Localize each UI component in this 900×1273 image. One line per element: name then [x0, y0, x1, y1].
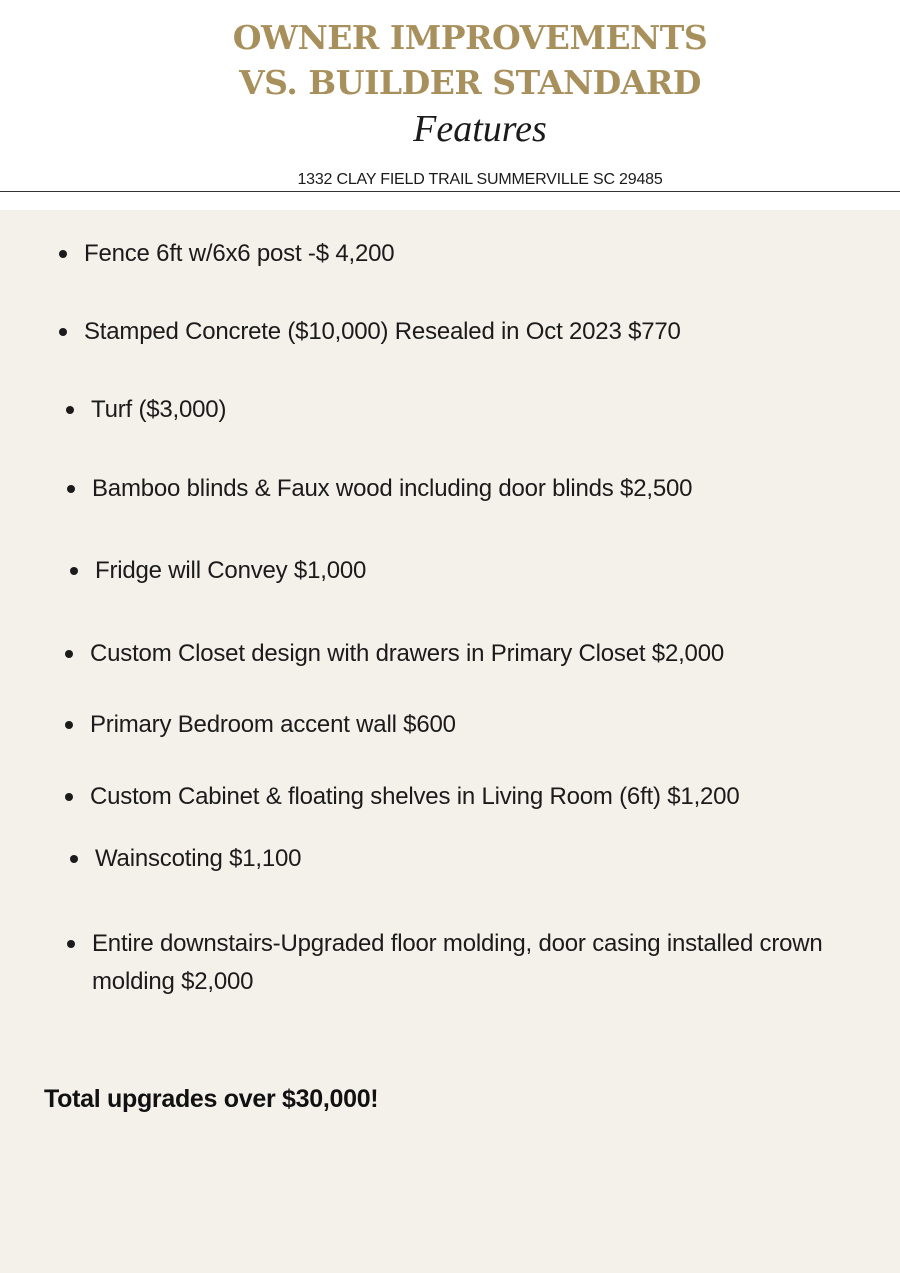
- feature-item: [92, 470, 692, 508]
- bullet-icon: [65, 793, 73, 801]
- bullet-icon: [65, 650, 73, 658]
- bullet-icon: [59, 328, 67, 336]
- feature-item: [90, 635, 724, 673]
- bullet-icon: [70, 567, 78, 575]
- feature-item: [90, 778, 739, 816]
- feature-item: [95, 552, 366, 590]
- feature-item: [90, 706, 456, 744]
- feature-text: Stamped Concrete ($10,000) Resealed in Oct 2023 $770: [84, 318, 681, 345]
- bullet-icon: [59, 250, 67, 258]
- bullet-icon: [66, 406, 74, 414]
- feature-text: Primary Bedroom accent wall $600: [90, 711, 456, 738]
- feature-text: Custom Closet design with drawers in Primary Closet $2,000: [90, 640, 724, 667]
- bullet-icon: [70, 855, 78, 863]
- feature-text: Fridge will Convey $1,000: [95, 557, 367, 584]
- property-address: 1332 CLAY FIELD TRAIL SUMMERVILLE SC 29485: [297, 171, 663, 188]
- feature-item: [84, 313, 681, 351]
- title-line-1: OWNER IMPROVEMENTS: [232, 18, 708, 57]
- bullet-icon: [67, 485, 75, 493]
- header-divider: [0, 191, 900, 192]
- feature-text: Custom Cabinet & floating shelves in Living Room (6ft) $1,200: [90, 783, 740, 810]
- bullet-icon: [65, 721, 73, 729]
- title-line-2: VS. BUILDER STANDARD: [239, 63, 701, 102]
- bullet-icon: [67, 940, 75, 948]
- feature-item: [91, 391, 226, 429]
- total-upgrades: Total upgrades over $30,000!: [44, 1085, 379, 1113]
- header: [0, 0, 900, 192]
- feature-text: Entire downstairs-Upgraded floor molding, door casing installed crown molding $2,000: [92, 930, 823, 995]
- feature-item: [92, 925, 837, 1001]
- feature-text: Turf ($3,000): [91, 396, 227, 423]
- feature-text: Bamboo blinds & Faux wood including door blinds $2,500: [92, 475, 693, 502]
- subtitle: Features: [413, 108, 547, 150]
- feature-text: Wainscoting $1,100: [95, 845, 302, 872]
- feature-text: Fence 6ft w/6x6 post -$ 4,200: [84, 240, 395, 267]
- feature-item: [84, 235, 394, 273]
- feature-item: [95, 840, 301, 878]
